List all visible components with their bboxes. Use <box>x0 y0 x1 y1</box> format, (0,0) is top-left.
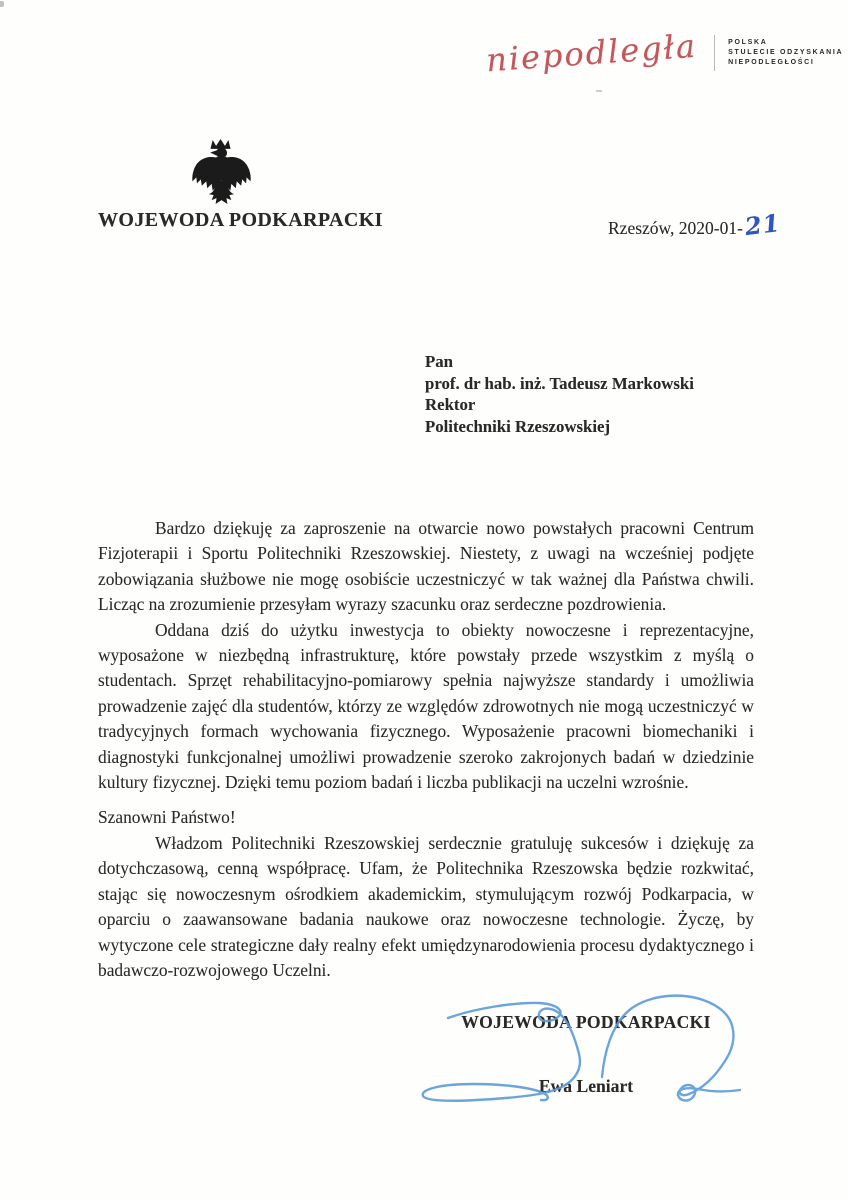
signature-name: Ewa Leniart <box>538 1076 634 1096</box>
addressee-line: Politechniki Rzeszowskiej <box>425 416 611 436</box>
addressee-line: Pan <box>425 352 453 371</box>
niepodlegla-logo <box>484 26 844 80</box>
logo-caption-line: POLSKA <box>728 39 768 46</box>
date-printed: Rzeszów, 2020-01- <box>608 218 743 238</box>
logo-divider <box>714 35 715 71</box>
logo-caption-line: STULECIE ODZYSKANIA <box>728 49 844 56</box>
addressee-line: prof. dr hab. inż. Tadeusz Markowski <box>425 373 694 393</box>
addressee-line: Rektor <box>425 395 476 415</box>
logo-caption <box>728 38 843 68</box>
niepodlegla-wordmark-icon: niepodległa <box>484 26 699 80</box>
place-and-date <box>608 207 782 242</box>
scan-speck <box>596 90 602 92</box>
signature-block <box>420 1012 752 1097</box>
eagle-emblem-icon <box>190 137 253 208</box>
closing-paragraph: Władzom Politechniki Rzeszowskiej serdecznie gratuluję sukcesów i dziękuję za dotychczasową, cenną współpracę. Ufam, że Politechnika Rzeszowska będzie rozkwitać, stając się nowoczesnym ośrodkiem akademickim, stymulującym rozwój Podkarpacia, w oparciu o zaawansowane badania naukowe oraz nowoczesne technologie. Życzę, by wytyczone cele strategiczne dały realny efekt umiędzynarodowienia procesu dydaktycznego i badawczo-rozwojowego Uczelni. <box>98 832 754 980</box>
logo-caption-line: NIEPODLEGŁOŚCI <box>728 59 815 66</box>
signature-title: WOJEWODA PODKARPACKI <box>461 1012 711 1032</box>
salutation: Szanowni Państwo! <box>98 807 236 828</box>
body-paragraph: Oddana dziś do użytku inwestycja to obiekty nowoczesne i reprezentacyjne, wyposażone w niezbędną infrastrukturę, które powstały przede wszystkim z myślą o studentach. Sprzęt rehabilitacyjno-pomiarowy spełnia najwyższe standardy i umożliwia prowadzenie zajęć dla studentów, którzy ze względów zdrowotnych nie mogą uczestniczyć w tradycyjnych formach wychowania fizycznego. Wyposażenie pracowni biomechaniki i diagnostyki funkcjonalnej umożliwi prowadzenie szeroko zakrojonych badań w dziedzinie kultury fizycznej. Dzięki temu poziom badań i liczba publikacji na uczelni wzrośnie. <box>98 619 754 793</box>
letter-body <box>98 516 754 983</box>
handwritten-day: 21 <box>743 207 782 242</box>
scan-speck <box>0 1 4 7</box>
addressee-block <box>425 351 694 437</box>
sender-title: WOJEWODA PODKARPACKI <box>98 209 383 231</box>
body-paragraph: Bardzo dziękuję za zaproszenie na otwarcie nowo powstałych pracowni Centrum Fizjoterapii i Sportu Politechniki Rzeszowskiej. Niestety, z uwagi na wcześniej podjęte zobowiązania służbowe nie mogę osobiście uczestniczyć w tak ważnej dla Państwa chwili. Licząc na zrozumienie przesyłam wyrazy szacunku oraz serdeczne pozdrowienia. <box>98 518 754 615</box>
